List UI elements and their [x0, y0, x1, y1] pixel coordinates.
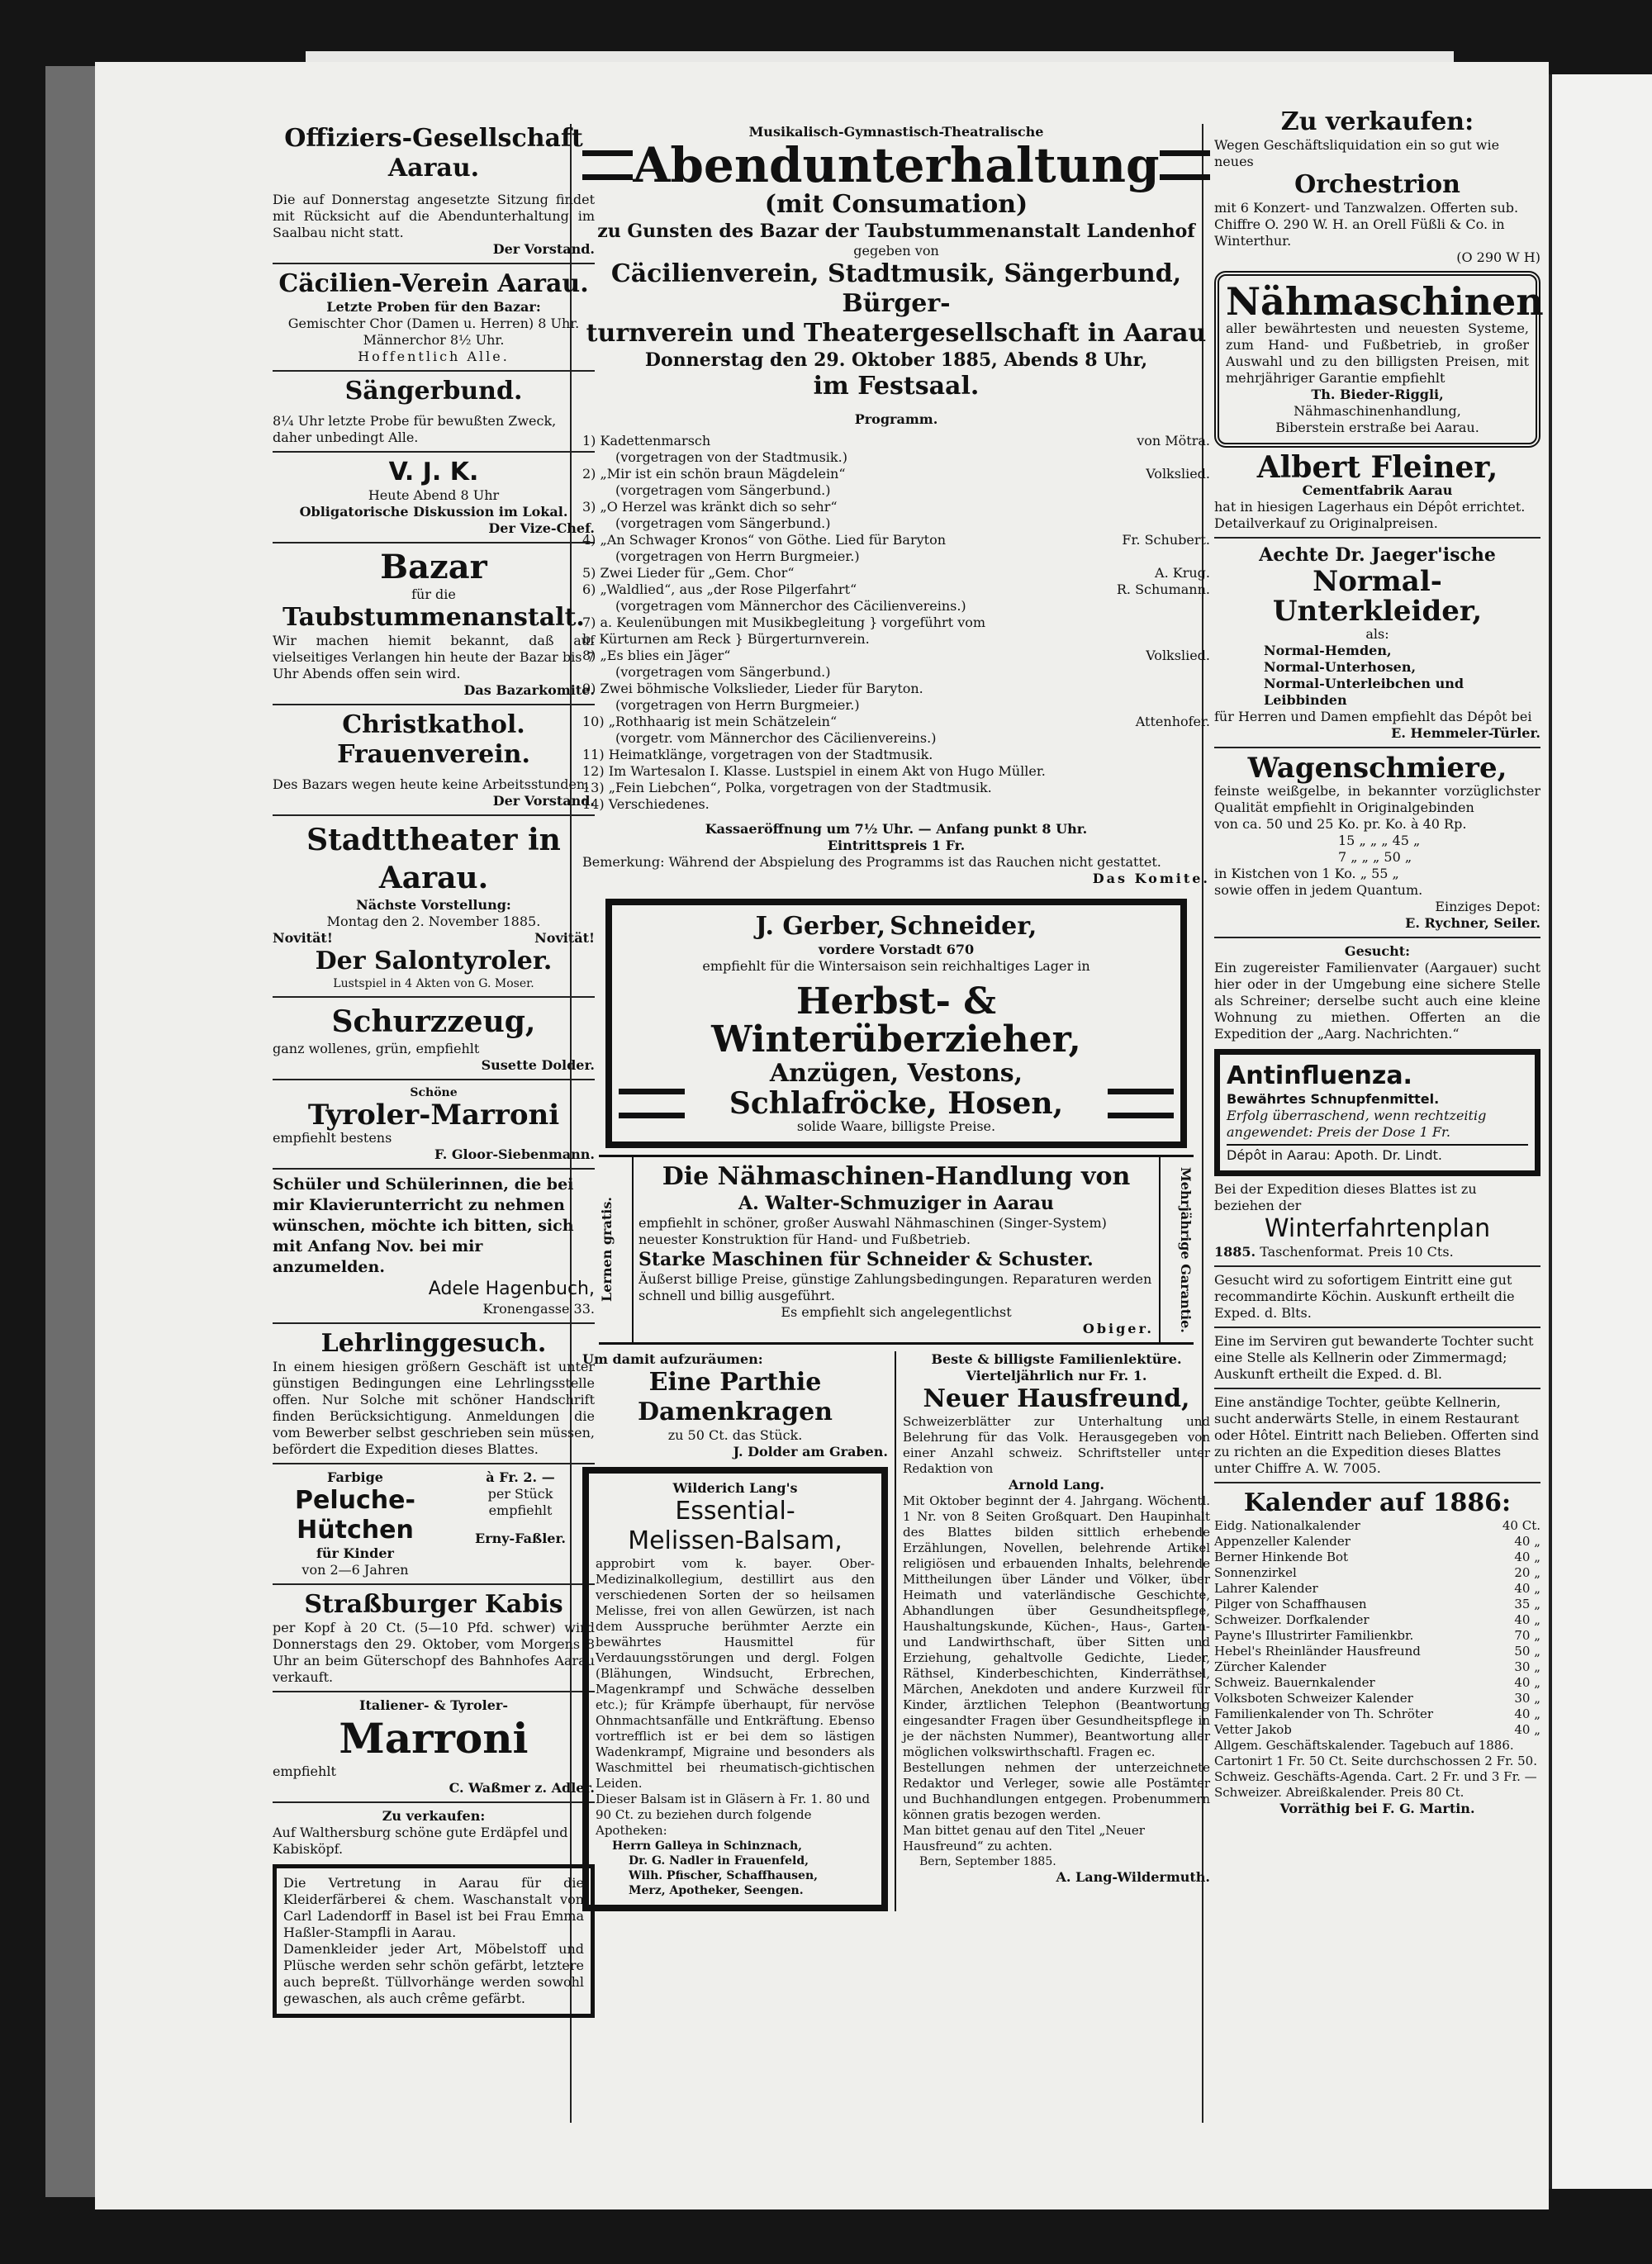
program-row: [582, 697, 1210, 714]
ad-title: Neuer Hausfreund,: [923, 1384, 1190, 1413]
row-1: von ca. 50 und 25 Ko. pr. Ko. à 40 Rp.: [1214, 816, 1467, 832]
kalender-price: 70 „: [1514, 1628, 1540, 1643]
ad-sub: für Kinder: [316, 1545, 394, 1561]
ad-date: Donnerstag den 29. Oktober 1885, Abends 8 Uhr,: [644, 349, 1148, 371]
kalender-price: 40 „: [1514, 1534, 1540, 1549]
ad-wagenschmiere: [1214, 753, 1540, 932]
next-page-edge: [1549, 74, 1652, 2189]
ad-title: Sängerbund.: [344, 377, 523, 406]
ad-sign: J. Dolder am Graben.: [733, 1444, 888, 1459]
ad-body-2: Dieser Balsam ist in Gläsern à Fr. 1. 80 und 90 Ct. zu beziehen durch folgende Apotheken:: [596, 1792, 871, 1838]
ad-title: Tyroler-Marroni: [307, 1099, 560, 1132]
program-item: 13) „Fein Liebchen“, Polka, vorgetragen von der Stadtmusik.: [582, 780, 992, 795]
ad-body: Des Bazars wegen heute keine Arbeitsstunden.: [273, 776, 590, 792]
kalender-price: 20 „: [1514, 1565, 1540, 1580]
kalender-row: [1214, 1628, 1540, 1644]
ad-title: Straßburger Kabis: [304, 1590, 563, 1619]
play-title: Der Salontyroler.: [315, 947, 553, 975]
ad-abendunterhaltung: [582, 124, 1210, 887]
ad-sign: Vorräthig bei F. G. Martin.: [1279, 1801, 1475, 1816]
ad-als: als:: [1365, 626, 1389, 642]
ad-body: Schüler und Schülerinnen, die bei mir Klavierunterricht zu nehmen wünschen, möchte ich bitten, sich mit Anfang Nov. bei mir anzumelden.: [273, 1175, 574, 1276]
ad-pre: Bei der Expedition dieses Blattes ist zu beziehen der: [1214, 1181, 1477, 1213]
ad-line: Männerchor 8½ Uhr.: [363, 332, 505, 348]
kalender-price: 40 „: [1514, 1612, 1540, 1627]
ad-per: per Stück: [487, 1486, 553, 1502]
ad-sign: Der Vorstand.: [492, 793, 595, 809]
ad-line: Montag den 2. November 1885.: [326, 914, 541, 929]
ad-pre: Aechte Dr. Jaeger'ische: [1259, 544, 1496, 566]
item-4: Leibbinden: [1264, 692, 1347, 708]
ad-abreiss: Schweizer. Abreißkalender. Preis 80 Ct.: [1214, 1785, 1464, 1800]
gerber-line-2: Anzügen, Vestons,: [769, 1059, 1023, 1088]
program-item: 9) Zwei böhmische Volkslieder, Lieder für Baryton.: [582, 681, 923, 696]
ad-title: Gesucht:: [1344, 943, 1411, 959]
program-row: [582, 466, 1210, 482]
program-item: (vorgetragen vom Sängerbund.): [615, 482, 831, 498]
kalender-price: 30 „: [1514, 1659, 1540, 1674]
ad-sign: E. Rychner, Seiler.: [1405, 915, 1540, 931]
ad-body: Allgem. Geschäftskalender. Tagebuch auf 1886. Cartonirt 1 Fr. 50 Ct. Seite durchschossen 2 Fr. 50. Schweiz. Geschäfts-Agenda. Cart. 2 Fr. und 3 Fr. —: [1214, 1738, 1537, 1784]
decor-bars-right: [1160, 150, 1210, 180]
row-2: 15 „ „ „ 45 „: [1338, 833, 1421, 848]
program-row: [582, 532, 1210, 548]
program-row: [582, 449, 1210, 466]
program-item: 5) Zwei Lieder für „Gem. Chor“: [582, 565, 795, 581]
ad-body-2: Mit Oktober beginnt der 4. Jahrgang. Wöchentl. 1 Nr. von 8 Seiten Großquart. Den Haupinhalt des Blattes bilden sittlich erhebende Erzählungen, Novellen, belehrende Artikel religiösen und erbauenden Inhalts, belehrende Mittheilungen über Länder und Völker, über Heimath und vaterländische Geschichte, Abhandlungen über Gesundheitspflege, Haushaltungskunde, Küchen-, Haus-, Garten- und Landwirthschaft, über Sitten und Erziehung, gehaltvolle Gedichte, Lieder, Räthsel, Kinderbeschichten, Kinderräthsel, Märchen, Anekdoten und andere Kurzweil für Kinder, ärztlichen Telephon (Beantwortung eingesandter Fragen über Gesundheitspflege in je der nächsten Nummer), Beantwortung aller möglichen volkswirthschaftl. Fragen ec.: [903, 1493, 1210, 1759]
kalender-row: [1214, 1722, 1540, 1738]
program-row: [582, 730, 1210, 747]
gerber-body: empfiehlt für die Wintersaison sein reichhaltiges Lager in: [702, 958, 1090, 974]
ad-lehrling: [273, 1329, 595, 1458]
ad-body: empfiehlt: [273, 1763, 336, 1779]
program-row: [582, 565, 1210, 581]
ad-title: Antinfluenza.: [1227, 1061, 1412, 1090]
kalender-name: Payne's Illustrirter Familienkbr.: [1214, 1628, 1414, 1643]
ad-schueler: [273, 1175, 595, 1317]
ad-tyroler: [273, 1085, 595, 1163]
ad-title: Albert Fleiner,: [1256, 450, 1498, 485]
ad-title: Kalender auf 1886:: [1243, 1488, 1512, 1517]
ad-body: aller bewährtesten und neuesten Systeme, zum Hand- und Fußbetrieb, in großer Auswahl und zu den billigsten Preisen, mit mehrjähriger Garantie empfiehlt: [1226, 320, 1529, 386]
ad-kalender: [1214, 1488, 1540, 1817]
ad-year: 1885.: [1214, 1244, 1256, 1260]
ad-body: empfiehlt bestens: [273, 1130, 392, 1146]
program-item: (vorgetragen von Herrn Burgmeier.): [615, 548, 860, 564]
ad-title: Normal-Unterkleider,: [1272, 565, 1483, 628]
ad-sign: E. Hemmeler-Türler.: [1391, 725, 1540, 741]
ad-sign: C. Waßmer z. Adler.: [449, 1780, 595, 1796]
komite: Das Komite.: [1092, 871, 1210, 886]
program-row: [582, 631, 1210, 648]
ad-body: empfiehlt in schöner, großer Auswahl Nähmaschinen (Singer-System) neuester Konstruktion für Hand- und Fußbetrieb.: [638, 1215, 1107, 1247]
ad-place: im Festsaal.: [813, 372, 980, 401]
side-right: Mehrjährige Garantie.: [1178, 1166, 1194, 1333]
ad-koechin: Gesucht wird zu sofortigem Eintritt eine gut recommandirte Köchin. Auskunft ertheilt die Exped. d. Blts.: [1214, 1272, 1515, 1321]
ad-sub: Cementfabrik Aarau: [1302, 482, 1453, 498]
ad-pre: Beste & billigste Familienlektüre.: [931, 1351, 1182, 1367]
ad-schurzzeug: [273, 1003, 595, 1074]
ad-body: zu 50 Ct. das Stück.: [667, 1427, 803, 1443]
ad-kellnerin: Eine im Serviren gut bewanderte Tochter sucht eine Stelle als Kellnerin oder Zimmermagd; Auskunft ertheilt die Exped. d. Bl.: [1214, 1333, 1534, 1382]
program-composer: Attenhofer.: [1135, 714, 1210, 729]
kalender-price: 40 „: [1514, 1722, 1540, 1737]
ad-name: Orchestrion: [1294, 170, 1460, 199]
ad-body: 8¼ Uhr letzte Probe für bewußten Zweck, daher unbedingt Alle.: [273, 413, 557, 445]
kalender-price: 40 „: [1514, 1550, 1540, 1564]
ad-kabis: [273, 1590, 595, 1686]
kalender-name: Schweizer. Dorfkalender: [1214, 1612, 1370, 1627]
ad-hausfreund: [896, 1351, 1210, 1911]
ad-offiziers: [273, 124, 595, 258]
ad-line: Letzte Proben für den Bazar:: [326, 299, 541, 315]
ad-frauenverein: [273, 710, 595, 809]
kalender-name: Hebel's Rheinländer Hausfreund: [1214, 1644, 1421, 1659]
kalender-price: 40 Ct.: [1502, 1518, 1540, 1533]
ad-orgs: Cäcilienverein, Stadtmusik, Sängerbund, Bürger-: [610, 259, 1182, 318]
ad-title: Lehrlinggesuch.: [320, 1329, 547, 1358]
ad-title: Die Nähmaschinen-Handlung von: [662, 1162, 1131, 1191]
ad-sub: zu Gunsten des Bazar der Taubstummenanstalt Landenhof: [597, 221, 1195, 242]
ad-body-3: Bestellungen nehmen der unterzeichnete Redaktor und Verleger, sowie alle Postämter und Buchhandlungen entgegen. Probenummern können gratis bezogen werden.: [903, 1760, 1210, 1822]
kalender-row: [1214, 1659, 1540, 1675]
ad-body-2: Damenkleider jeder Art, Möbelstoff und Plüsche werden sehr schön gefärbt, letztere auch bepreßt. Tüllvorhänge werden sowohl gewaschen, als auch crême gefärbt.: [283, 1941, 584, 2006]
ad-sign: A. Lang-Wildermuth.: [1056, 1869, 1210, 1885]
item-3: Normal-Unterleibchen und: [1264, 676, 1464, 691]
row-4: in Kistchen von 1 Ko. „ 55 „: [1214, 866, 1399, 881]
ad-strong: Starke Maschinen für Schneider & Schuster.: [638, 1249, 1094, 1270]
kalender-name: Pilger von Schaffhausen: [1214, 1597, 1367, 1611]
program-list: [582, 433, 1210, 813]
kalender-row: [1214, 1706, 1540, 1722]
ad-title: Schurzzeug,: [331, 1004, 536, 1039]
ad-title: Essential-: [675, 1497, 795, 1526]
program-composer: Volkslied.: [1146, 466, 1210, 482]
program-composer: A. Krug.: [1155, 565, 1210, 581]
ad-title: Peluche-: [295, 1486, 415, 1515]
ad-body: Ein zugereister Familienvater (Aargauer) sucht hier oder in der Umgebung eine sichere Stelle als Schreiner; derselbe sucht auch eine kleine Wohnung zu miethen. Offerten an die Expedition der „Aarg. Nachrichten.“: [1214, 960, 1540, 1042]
program-composer: Volkslied.: [1146, 648, 1210, 663]
kalender-name: Appenzeller Kalender: [1214, 1534, 1351, 1549]
ad-body: Die auf Donnerstag angesetzte Sitzung findet mit Rücksicht auf die Abendunterhaltung im Saalbau nicht statt.: [273, 192, 595, 240]
kalender-name: Vetter Jakob: [1214, 1722, 1292, 1737]
novitaet-left: Novität!: [273, 930, 333, 946]
ad-marroni: [273, 1697, 595, 1796]
program-row: [582, 796, 1210, 813]
kalender-row: [1214, 1550, 1540, 1565]
ad-title: Offiziers-Gesellschaft Aarau.: [284, 124, 583, 183]
kalender-row: [1214, 1644, 1540, 1659]
ad-caecilien: [273, 269, 595, 365]
program-item: (vorgetragen von Herrn Burgmeier.): [615, 697, 860, 713]
program-row: [582, 763, 1210, 780]
program-item: 8) „Es blies ein Jäger“: [582, 648, 731, 663]
program-item: 1) Kadettenmarsch: [582, 433, 711, 449]
ad-body: Erfolg überraschend, wenn rechtzeitig angewendet: Preis der Dose 1 Fr.: [1227, 1108, 1487, 1140]
program-item: 11) Heimatklänge, vorgetragen von der Stadtmusik.: [582, 747, 933, 762]
ad-orchestrion: [1214, 107, 1540, 266]
program-item: (vorgetr. vom Männerchor des Cäcilienvereins.): [615, 730, 937, 746]
gerber-name: J. Gerber,: [755, 912, 886, 941]
ad-bazar: [273, 548, 595, 699]
ad-body-4: Man bittet genau auf den Titel „Neuer Hausfreund“ zu achten.: [903, 1823, 1145, 1853]
ad-line: Hoffentlich Alle.: [358, 349, 510, 364]
program-row: [582, 515, 1210, 532]
program-item: b. Kürturnen am Reck } Bürgerturnverein.: [582, 631, 870, 647]
program-row: [582, 747, 1210, 763]
ad-vjk: [273, 458, 595, 537]
ad-orgs-2: turnverein und Theatergesellschaft in Aarau: [586, 319, 1207, 348]
ad-body: Wegen Geschäftsliquidation ein so gut wie neues: [1214, 137, 1500, 169]
kalender-name: Sonnenzirkel: [1214, 1565, 1297, 1580]
program-item: 12) Im Wartesalon I. Klasse. Lustspiel in einem Akt von Hugo Müller.: [582, 763, 1046, 779]
ad-body: hat in hiesigen Lagerhaus ein Dépôt errichtet. Detailverkauf zu Originalpreisen.: [1214, 499, 1526, 531]
ad-peluche: [273, 1469, 595, 1578]
ad-body: per Kopf à 20 Ct. (5—10 Pfd. schwer) wird Donnerstags den 29. Oktober, vom Morgens 8 Uhr an beim Güterschopf des Bahnhofes Aarau verkauft.: [273, 1620, 595, 1685]
gerber-line-4: solide Waare, billigste Preise.: [796, 1118, 996, 1134]
ad-line: Heute Abend 8 Uhr: [368, 487, 500, 503]
ad-title: Eine Parthie Damenkragen: [637, 1368, 833, 1426]
kalender-name: Zürcher Kalender: [1214, 1659, 1327, 1674]
ad-naehhandlung: [599, 1155, 1194, 1345]
ad-body: ganz wollenes, grün, empfiehlt: [273, 1041, 480, 1056]
ad-body: Schweizerblätter zur Unterhaltung und Belehrung für das Volk. Herausgegeben von einer Anzahl schweiz. Schriftsteller unter Redaktion von: [903, 1414, 1210, 1476]
ad-title: Christkathol. Frauenverein.: [337, 710, 530, 769]
kassa: Kassaeröffnung um 7½ Uhr. — Anfang punkt 8 Uhr.: [705, 821, 1088, 837]
ad-pre: Wilderich Lang's: [672, 1480, 798, 1496]
program-row: [582, 499, 1210, 515]
kalender-name: Berner Hinkende Bot: [1214, 1550, 1349, 1564]
ad-pre: Musikalisch-Gymnastisch-Theatralische: [748, 124, 1044, 140]
program-item: 7) a. Keulenübungen mit Musikbegleitung } vorgeführt vom: [582, 615, 986, 630]
kalender-price: 40 „: [1514, 1706, 1540, 1721]
ad-balsam: [582, 1467, 888, 1911]
column-3: [1214, 107, 1544, 1817]
gerber-addr: vordere Vorstadt 670: [818, 942, 975, 957]
ad-title: V. J. K.: [388, 458, 479, 486]
program-row: [582, 648, 1210, 664]
kalender-row: [1214, 1565, 1540, 1581]
program-row: [582, 581, 1210, 598]
item-2: Normal-Unterhosen,: [1264, 659, 1417, 675]
program-row: [582, 681, 1210, 697]
kalender-price: 50 „: [1514, 1644, 1540, 1659]
novitaet-right: Novität!: [534, 930, 595, 946]
program-item: (vorgetragen vom Männerchor des Cäcilienvereins.): [615, 598, 966, 614]
ad-name: A. Walter-Schmuziger in Aarau: [738, 1193, 1054, 1214]
program-row: [582, 664, 1210, 681]
ad-body: Die Vertretung in Aarau für die Kleiderfärberei & chem. Waschanstalt von Carl Ladendorff in Basel ist bei Frau Emma Haßler-Stampfli in Aarau.: [283, 1875, 584, 1940]
kalender-row: [1214, 1581, 1540, 1597]
ad-tochter: Eine anständige Tochter, geübte Kellnerin, sucht anderwärts Stelle, in einem Restaurant oder Hôtel. Eintritt nach Belieben. Offerten sind zu richten an die Expedition dieses Blattes unter Chiffre A. W. 7005.: [1214, 1394, 1540, 1476]
ad-sign: Der Vize-Chef.: [488, 520, 595, 536]
ad-gesucht: [1214, 943, 1540, 1042]
apotheke-1: Herrn Galleya in Schinznach,: [612, 1839, 803, 1853]
kalender-price: 40 „: [1514, 1581, 1540, 1596]
ad-title: Zu verkaufen:: [382, 1808, 486, 1824]
ad-title: Nähmaschinen: [1226, 279, 1544, 324]
ad-sign: F. Gloor-Siebenmann.: [434, 1146, 595, 1162]
ad-pre: Farbige: [327, 1469, 383, 1485]
ad-body-2: mit 6 Konzert- und Tanzwalzen. Offerten sub. Chiffre O. 290 W. H. an Orell Füßli & Co. in Winterthur.: [1214, 200, 1519, 249]
ad-title-2: Taubstummenanstalt.: [282, 603, 585, 632]
program-item: 4) „An Schwager Kronos“ von Göthe. Lied für Baryton: [582, 532, 946, 548]
ad-depot: Dépôt in Aarau: Apoth. Dr. Lindt.: [1227, 1144, 1528, 1164]
ad-name: Th. Bieder-Riggli,: [1311, 387, 1444, 402]
ad-body: feinste weißgelbe, in bekannter vorzüglichster Qualität empfiehlt in Originalgebinden: [1214, 783, 1540, 815]
gerber-title: Herbst- & Winterüberzieher,: [711, 980, 1081, 1061]
ad-body: In einem hiesigen größern Geschäft ist unter günstigen Bedingungen eine Lehrlingsstelle offen. Nur Solche mit schöner Handschrift finden Berücksichtigung. Anmeldungen die vom Bewerber selbst geschrieben sein müssen, befördert die Expedition dieses Blattes.: [273, 1359, 595, 1457]
kalender-name: Eidg. Nationalkalender: [1214, 1518, 1360, 1533]
ad-sub: Bewährtes Schnupfenmittel.: [1227, 1091, 1440, 1107]
program-composer: Fr. Schubert.: [1122, 532, 1210, 548]
ad-title-2: Melissen-Balsam,: [628, 1526, 843, 1555]
program-row: [582, 482, 1210, 499]
ad-body-2: sowie offen in jedem Quantum.: [1214, 882, 1423, 898]
ad-title: Stadttheater in Aarau.: [306, 823, 561, 895]
ad-pre: Um damit aufzuräumen:: [582, 1351, 763, 1367]
ad-title: Cäcilien-Verein Aarau.: [278, 269, 589, 298]
ad-price: à Fr. 2. —: [486, 1469, 555, 1485]
ad-body: für Herren und Damen empfiehlt das Dépôt bei: [1214, 709, 1532, 724]
bemerkung: Bemerkung: Während der Abspielung des Programms ist das Rauchen nicht gestattet.: [582, 854, 1161, 870]
kalender-name: Volksboten Schweizer Kalender: [1214, 1691, 1413, 1706]
program-row: [582, 780, 1210, 796]
ad-title: Bazar: [380, 548, 487, 586]
apotheke-3: Wilh. Pfischer, Schaffhausen,: [629, 1869, 818, 1882]
ad-sub-2: gegeben von: [853, 243, 939, 259]
kalender-price: 35 „: [1514, 1597, 1540, 1611]
kalender-row: [1214, 1612, 1540, 1628]
program-composer: R. Schumann.: [1116, 581, 1210, 597]
kalender-row: [1214, 1691, 1540, 1706]
kalender-list: [1214, 1518, 1540, 1738]
ad-consumation: (mit Consumation): [764, 190, 1028, 219]
ad-antinfluenza: [1214, 1049, 1540, 1176]
ad-vertretung: [273, 1864, 595, 2018]
ad-line: Gemischter Chor (Damen u. Herren) 8 Uhr.: [287, 316, 580, 331]
ad-code: (O 290 W H): [1456, 249, 1540, 265]
kalender-name: Familienkalender von Th. Schröter: [1214, 1706, 1434, 1721]
ad-body: Auf Walthersburg schöne gute Erdäpfel und Kabisköpf.: [273, 1825, 568, 1857]
ad-title: Winterfahrtenplan: [1264, 1214, 1491, 1243]
ad-line: Obligatorische Diskussion im Lokal.: [299, 504, 568, 520]
program-composer: von Mötra.: [1137, 433, 1210, 449]
ad-title: Wagenschmiere,: [1247, 752, 1507, 785]
program-item: (vorgetragen vom Sängerbund.): [615, 664, 831, 680]
program-item: (vorgetragen von der Stadtmusik.): [615, 449, 847, 465]
ad-jaeger: [1214, 543, 1540, 742]
ad-title: Abendunterhaltung: [633, 137, 1160, 193]
column-2: [582, 124, 1210, 1911]
ad-body-2: Äußerst billige Preise, günstige Zahlungsbedingungen. Reparaturen werden schnell und billig ausgeführt.: [638, 1271, 1152, 1303]
apotheke-2: Dr. G. Nadler in Frauenfeld,: [629, 1854, 809, 1868]
decor-bars-right: [1108, 1089, 1174, 1118]
program-row: [582, 433, 1210, 449]
ad-winterfahrplan: [1214, 1181, 1540, 1260]
ad-stadttheater: [273, 821, 595, 991]
ad-title: Zu verkaufen:: [1280, 107, 1474, 136]
item-1: Normal-Hemden,: [1264, 643, 1392, 658]
ad-title: Marroni: [339, 1714, 529, 1763]
kalender-name: Lahrer Kalender: [1214, 1581, 1318, 1596]
ad-sub-2: von 2—6 Jahren: [301, 1562, 409, 1578]
ad-sign: Der Vorstand.: [492, 241, 595, 257]
kalender-name: Schweiz. Bauernkalender: [1214, 1675, 1375, 1690]
ad-place: Bern, September 1885.: [919, 1855, 1056, 1868]
ad-line: Nächste Vorstellung:: [356, 897, 511, 913]
ad-sign: Erny-Faßler.: [475, 1531, 566, 1546]
decor-bars-left: [619, 1089, 685, 1118]
kalender-row: [1214, 1518, 1540, 1534]
kalender-row: [1214, 1534, 1540, 1550]
ad-sub: für die: [411, 586, 456, 602]
ad-name: Adele Hagenbuch,: [428, 1279, 595, 1299]
eintritt: Eintrittspreis 1 Fr.: [827, 838, 966, 853]
play-sub: Lustspiel in 4 Akten von G. Moser.: [333, 977, 534, 990]
ad-sign: Obiger.: [1082, 1321, 1154, 1336]
ad-verkaufen: [273, 1808, 595, 1858]
program-item: 14) Verschiedenes.: [582, 796, 710, 812]
ad-title-2: Hütchen: [297, 1516, 414, 1545]
ad-naehmaschinen: [1214, 271, 1544, 448]
program-row: [582, 615, 1210, 631]
ad-editor: Arnold Lang.: [1009, 1477, 1104, 1493]
ad-pre: Schöne: [410, 1086, 458, 1099]
decor-bars-left: [582, 150, 633, 180]
ad-saengerbund: [273, 377, 595, 446]
kalender-row: [1214, 1675, 1540, 1691]
ad-gerber: [605, 899, 1187, 1148]
ad-pre: Italiener- & Tyroler-: [359, 1697, 508, 1713]
gerber-line-3: Schlafröcke, Hosen,: [729, 1086, 1064, 1121]
program-row: [582, 714, 1210, 730]
ad-body: Wir machen hiemit bekannt, daß auf vielseitiges Verlangen hin heute der Bazar bis 7 Uhr Abends offen sein wird.: [273, 633, 595, 681]
row-3: 7 „ „ „ 50 „: [1338, 849, 1412, 865]
column-1: [273, 124, 595, 2018]
gerber-trade: Schneider,: [890, 912, 1037, 941]
ad-pre-2: Vierteljährlich nur Fr. 1.: [966, 1368, 1147, 1384]
ad-sign: Susette Dolder.: [481, 1057, 595, 1073]
ad-addr: Biberstein erstraße bei Aarau.: [1275, 420, 1479, 435]
program-row: [582, 548, 1210, 565]
ad-addr: Kronengasse 33.: [482, 1301, 595, 1317]
program-item: 10) „Rothhaarig ist mein Schätzelein“: [582, 714, 838, 729]
apotheke-4: Merz, Apotheker, Seengen.: [629, 1884, 804, 1897]
ad-body-3: Es empfiehlt sich angelegentlichst: [781, 1304, 1012, 1320]
ad-body: approbirt vom k. bayer. Ober-Medizinalkollegium, destillirt aus den verschiedenen Sorten der so heilsamen Melisse, frei von allen Gewürzen, ist nach dem Ausspruche berühmter Aerzte ein bewährtes Hausmittel für Verdauungsstörungen und dergl. Folgen (Blähungen, Windsucht, Erbrechen, Magenkrampf und Schwäche desselben etc.); für Krämpfe überhaupt, für nervöse Ohnmachtsanfälle und Entkräftung. Ebenso vortrefflich ist er bei dem so lästigen Wadenkrampf, Migraine und besonders als Waschmittel bei rheumatisch-gichtischen Leiden.: [596, 1556, 875, 1791]
program-item: (vorgetragen vom Sängerbund.): [615, 515, 831, 531]
kalender-price: 40 „: [1514, 1675, 1540, 1690]
kalender-price: 30 „: [1514, 1691, 1540, 1706]
kalender-row: [1214, 1597, 1540, 1612]
program-item: 3) „O Herzel was kränkt dich so sehr“: [582, 499, 838, 515]
program-item: 2) „Mir ist ein schön braun Mägdelein“: [582, 466, 846, 482]
side-left: Lernen gratis.: [599, 1197, 615, 1303]
ad-sign: Das Bazarkomite.: [463, 682, 595, 698]
prog-title: Programm.: [854, 411, 938, 427]
ad-fleiner: [1214, 450, 1540, 532]
lower-ads: [582, 1351, 1210, 1911]
ad-depot: Einziges Depot:: [1435, 899, 1540, 914]
program-row: [582, 598, 1210, 615]
ad-damenkragen: [582, 1351, 888, 1460]
ad-body: Taschenformat. Preis 10 Cts.: [1260, 1244, 1454, 1260]
program-item: 6) „Waldlied“, aus „der Rose Pilgerfahrt“: [582, 581, 857, 597]
ad-emp: empfiehlt: [488, 1502, 553, 1518]
ad-sub: Nähmaschinenhandlung,: [1294, 403, 1461, 419]
